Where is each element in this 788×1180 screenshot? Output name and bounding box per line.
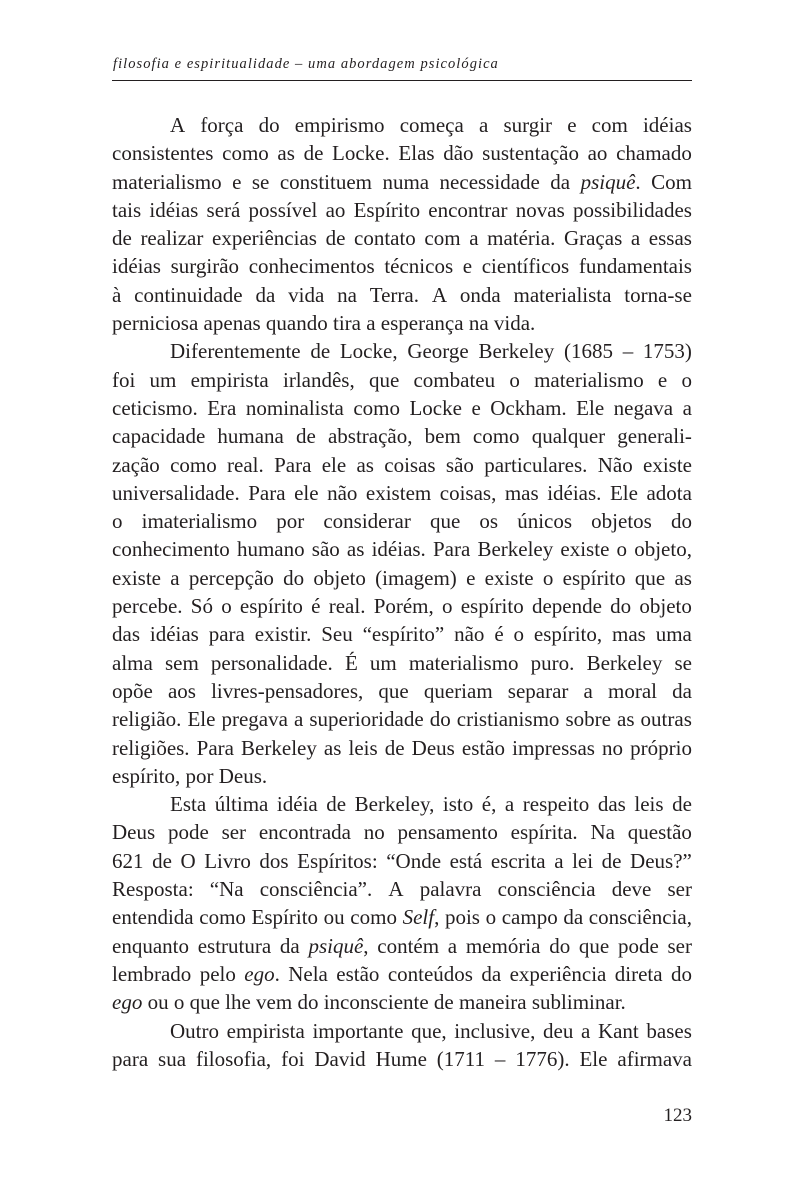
paragraph-hume xyxy=(112,1017,692,1074)
text-line: das idéias para existir. Seu “espírito” não é o espírito, mas uma xyxy=(112,622,692,647)
header-rule xyxy=(112,80,692,81)
text-line: lembrado pelo ego. Nela estão conteúdos da experiência direta do xyxy=(112,961,692,986)
text-line: Esta última idéia de Berkeley, isto é, a respeito das leis de xyxy=(170,792,692,817)
text-line: tais idéias será possível ao Espírito encontrar novas possibilidades xyxy=(112,197,692,222)
text-line: entendida como Espírito ou como Self, pois o campo da consciência, xyxy=(112,905,692,930)
text-line: existe a percepção do objeto (imagem) e existe o espírito que as xyxy=(112,565,692,590)
text-line: enquanto estrutura da psiquê, contém a memória do que pode ser xyxy=(112,933,692,958)
text-line: Resposta: “Na consciência”. A palavra consciência deve ser xyxy=(112,877,692,902)
text-line: foi um empirista irlandês, que combateu o materialismo e o xyxy=(112,367,692,392)
text-line: para sua filosofia, foi David Hume (1711 – 1776). Ele afirmava xyxy=(112,1046,692,1071)
text-line: o imaterialismo por considerar que os únicos objetos do xyxy=(112,509,692,534)
text-line: ego ou o que lhe vem do inconsciente de maneira subliminar. xyxy=(112,990,626,1015)
text-line: zação como real. Para ele as coisas são particulares. Não existe xyxy=(112,452,692,477)
page-number: 123 xyxy=(663,1105,692,1126)
text-line: Outro empirista importante que, inclusive, deu a Kant bases xyxy=(170,1018,692,1043)
text-line: capacidade humana de abstração, bem como qualquer generali- xyxy=(112,424,692,449)
text-line: ceticismo. Era nominalista como Locke e Ockham. Ele negava a xyxy=(112,395,692,420)
running-header: filosofia e espiritualidade – uma abordagem psicológica xyxy=(113,56,499,72)
text-line: consistentes como as de Locke. Elas dão sustentação ao chamado xyxy=(112,141,692,166)
text-line: idéias surgirão conhecimentos técnicos e científicos fundamentais xyxy=(112,254,692,279)
text-line: à continuidade da vida na Terra. A onda materialista torna-se xyxy=(112,282,692,307)
text-line: religião. Ele pregava a superioridade do cristianismo sobre as outras xyxy=(112,707,692,732)
text-line: conhecimento humano são as idéias. Para Berkeley existe o objeto, xyxy=(112,537,692,562)
text-line: Diferentemente de Locke, George Berkeley (1685 – 1753) xyxy=(170,339,692,364)
text-line: percebe. Só o espírito é real. Porém, o espírito depende do objeto xyxy=(112,594,692,619)
text-line: perniciosa apenas quando tira a esperança na vida. xyxy=(112,311,536,336)
paragraph-empiricism-strength xyxy=(112,111,692,337)
body-text xyxy=(112,111,692,1073)
paragraph-spiritist-thought xyxy=(112,790,692,1016)
text-line: espírito, por Deus. xyxy=(112,763,268,788)
text-line: A força do empirismo começa a surgir e com idéias xyxy=(170,113,692,137)
text-line: de realizar experiências de contato com a matéria. Graças a essas xyxy=(112,226,692,251)
text-line: 621 de O Livro dos Espíritos: “Onde está escrita a lei de Deus?” xyxy=(112,848,692,873)
text-line: opõe aos livres-pensadores, que queriam separar a moral da xyxy=(112,678,692,703)
text-line: universalidade. Para ele não existem coisas, mas idéias. Ele adota xyxy=(112,480,692,505)
text-line: Deus pode ser encontrada no pensamento espírita. Na questão xyxy=(112,820,692,845)
paragraph-berkeley xyxy=(112,337,692,790)
text-line: materialismo e se constituem numa necessidade da psiquê. Com xyxy=(112,169,692,194)
text-line: alma sem personalidade. É um materialismo puro. Berkeley se xyxy=(112,650,692,675)
text-line: religiões. Para Berkeley as leis de Deus estão impressas no próprio xyxy=(112,735,692,760)
